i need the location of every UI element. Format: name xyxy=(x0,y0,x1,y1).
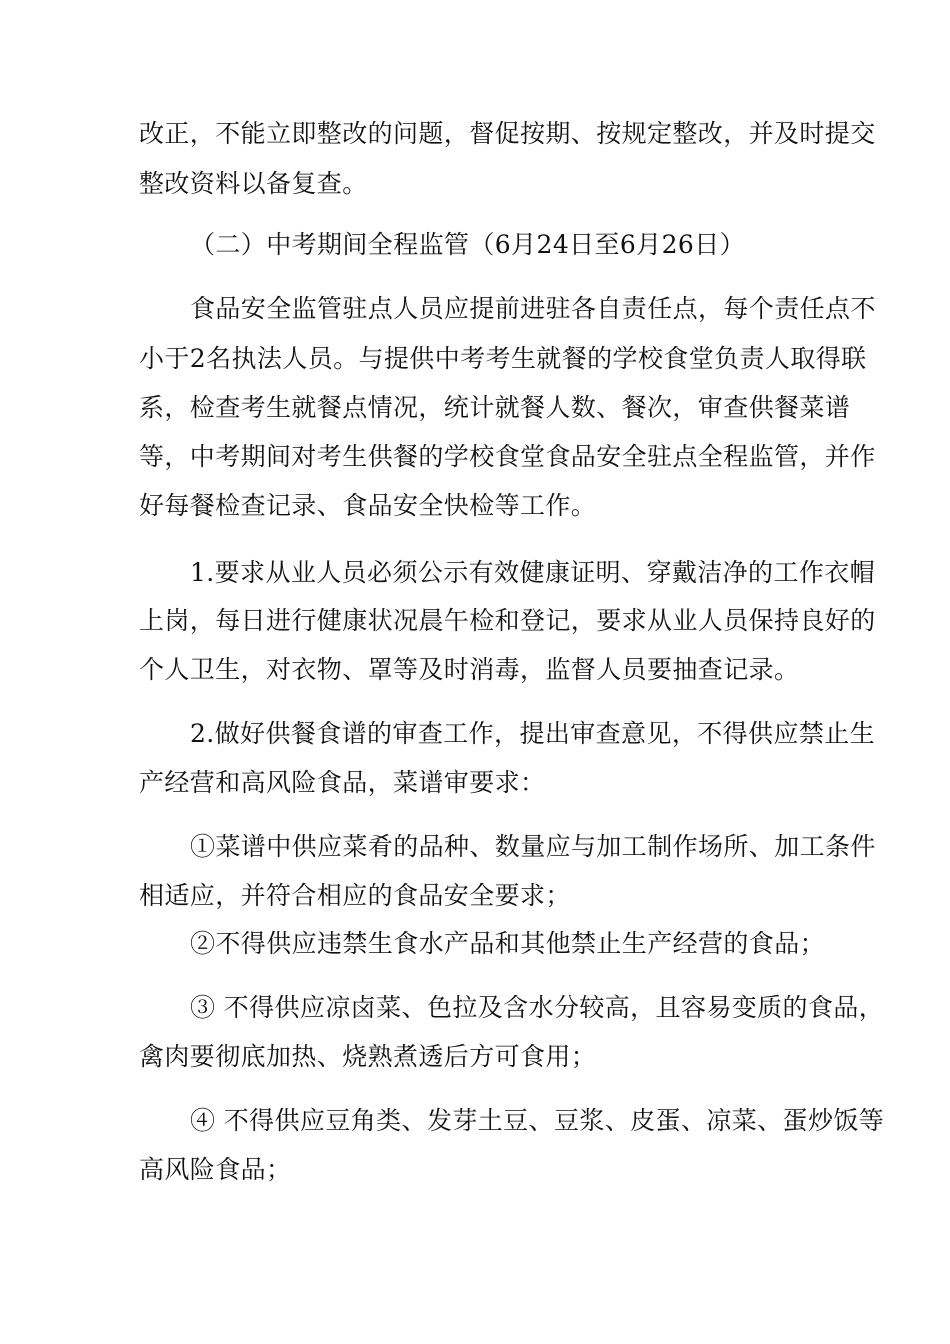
text-line: 2.做好供餐食谱的审查工作，提出审查意见，不得供应禁止生 xyxy=(190,719,876,748)
text-line: 整改资料以备复查。 xyxy=(139,169,368,198)
text-line: 等，中考期间对考生供餐的学校食堂食品安全驻点全程监管，并作 xyxy=(139,442,876,471)
text-line: 个人卫生，对衣物、罩等及时消毒，监督人员要抽查记录。 xyxy=(139,655,800,684)
text-line: ③ 不得供应凉卤菜、色拉及含水分较高，且容易变质的食品， xyxy=(190,993,885,1022)
text-line: 相适应，并符合相应的食品安全要求； xyxy=(139,881,571,910)
text-line: 产经营和高风险食品，菜谱审要求： xyxy=(139,768,546,797)
text-line: 小于2名执法人员。与提供中考考生就餐的学校食堂负责人取得联 xyxy=(139,344,867,373)
text-line: 好每餐检查记录、食品安全快检等工作。 xyxy=(139,491,597,520)
section-heading: （二）中考期间全程监管（6月24日至6月26日） xyxy=(190,230,746,259)
text-line: 食品安全监管驻点人员应提前进驻各自责任点，每个责任点不 xyxy=(190,294,876,323)
text-line: 禽肉要彻底加热、烧熟煮透后方可食用； xyxy=(139,1042,597,1071)
text-line: 系，检查考生就餐点情况，统计就餐人数、餐次，审查供餐菜谱 xyxy=(139,393,851,422)
text-line: 上岗，每日进行健康状况晨午检和登记，要求从业人员保持良好的 xyxy=(139,606,876,635)
text-line: 高风险食品； xyxy=(139,1155,292,1184)
text-line: 改正，不能立即整改的问题，督促按期、按规定整改，并及时提交 xyxy=(139,119,876,148)
text-line: 1.要求从业人员必须公示有效健康证明、穿戴洁净的工作衣帽 xyxy=(190,558,876,587)
text-line: ①菜谱中供应菜肴的品种、数量应与加工制作场所、加工条件 xyxy=(190,832,876,861)
text-line: ②不得供应违禁生食水产品和其他禁止生产经营的食品； xyxy=(190,929,826,958)
text-line: ④ 不得供应豆角类、发芽土豆、豆浆、皮蛋、凉菜、蛋炒饭等 xyxy=(190,1106,885,1135)
